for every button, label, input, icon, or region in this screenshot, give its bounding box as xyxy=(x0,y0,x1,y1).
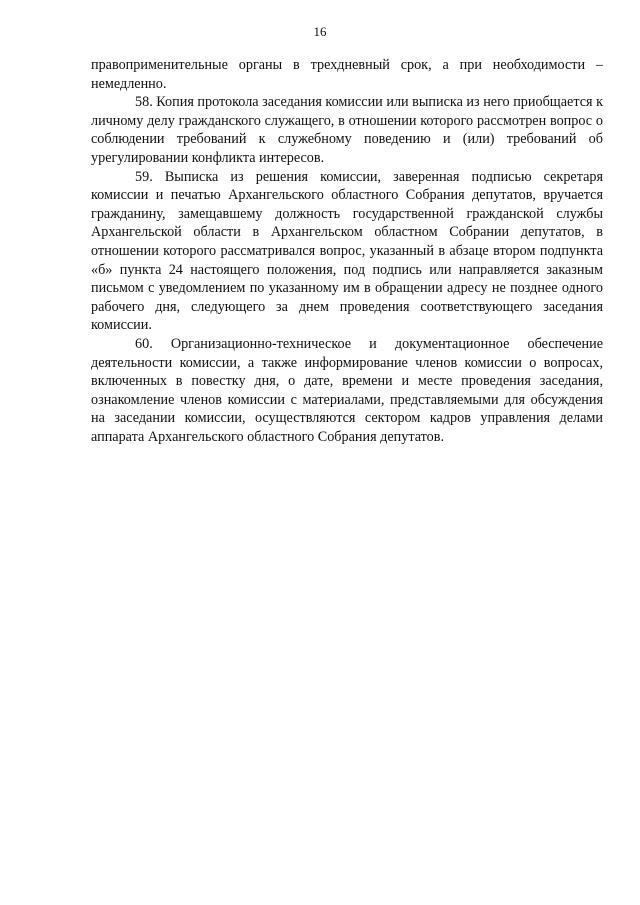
paragraph-60: 60. Организационно-техническое и документационное обеспечение деятельности комиссии, а также информирование членов комиссии о вопросах, включенных в повестку дня, о дате, времени и месте проведения заседания, ознакомление членов комиссии с материалами, представляемыми для обсуждения на заседании комиссии, осуществляются сектором кадров управления делами аппарата Архангельского областного Собрания депутатов. xyxy=(91,335,603,445)
paragraph-continuation: правоприменительные органы в трехдневный срок, а при необходимости – немедленно. xyxy=(91,57,603,92)
page-number: 16 xyxy=(313,24,327,39)
paragraph-59: 59. Выписка из решения комиссии, заверенная подписью секретаря комиссии и печатью Архангельского областного Собрания депутатов, вручается гражданину, замещавшему должность государственной гражданской службы Архангельской области в Архангельском областном Собрании депутатов, в отношении которого рассматривался вопрос, указанный в абзаце втором подпункта «б» пункта 24 настоящего положения, под подпись или направляется заказным письмом с уведомлением по указанному им в обращении адресу не позднее одного рабочего дня, следующего за днем проведения соответствующего заседания комиссии. xyxy=(91,168,603,334)
document-body xyxy=(91,56,603,446)
paragraph-58: 58. Копия протокола заседания комиссии или выписка из него приобщается к личному делу гражданского служащего, в отношении которого рассмотрен вопрос о соблюдении требований к служебному поведению и (или) требований об урегулировании конфликта интересов. xyxy=(91,94,603,166)
